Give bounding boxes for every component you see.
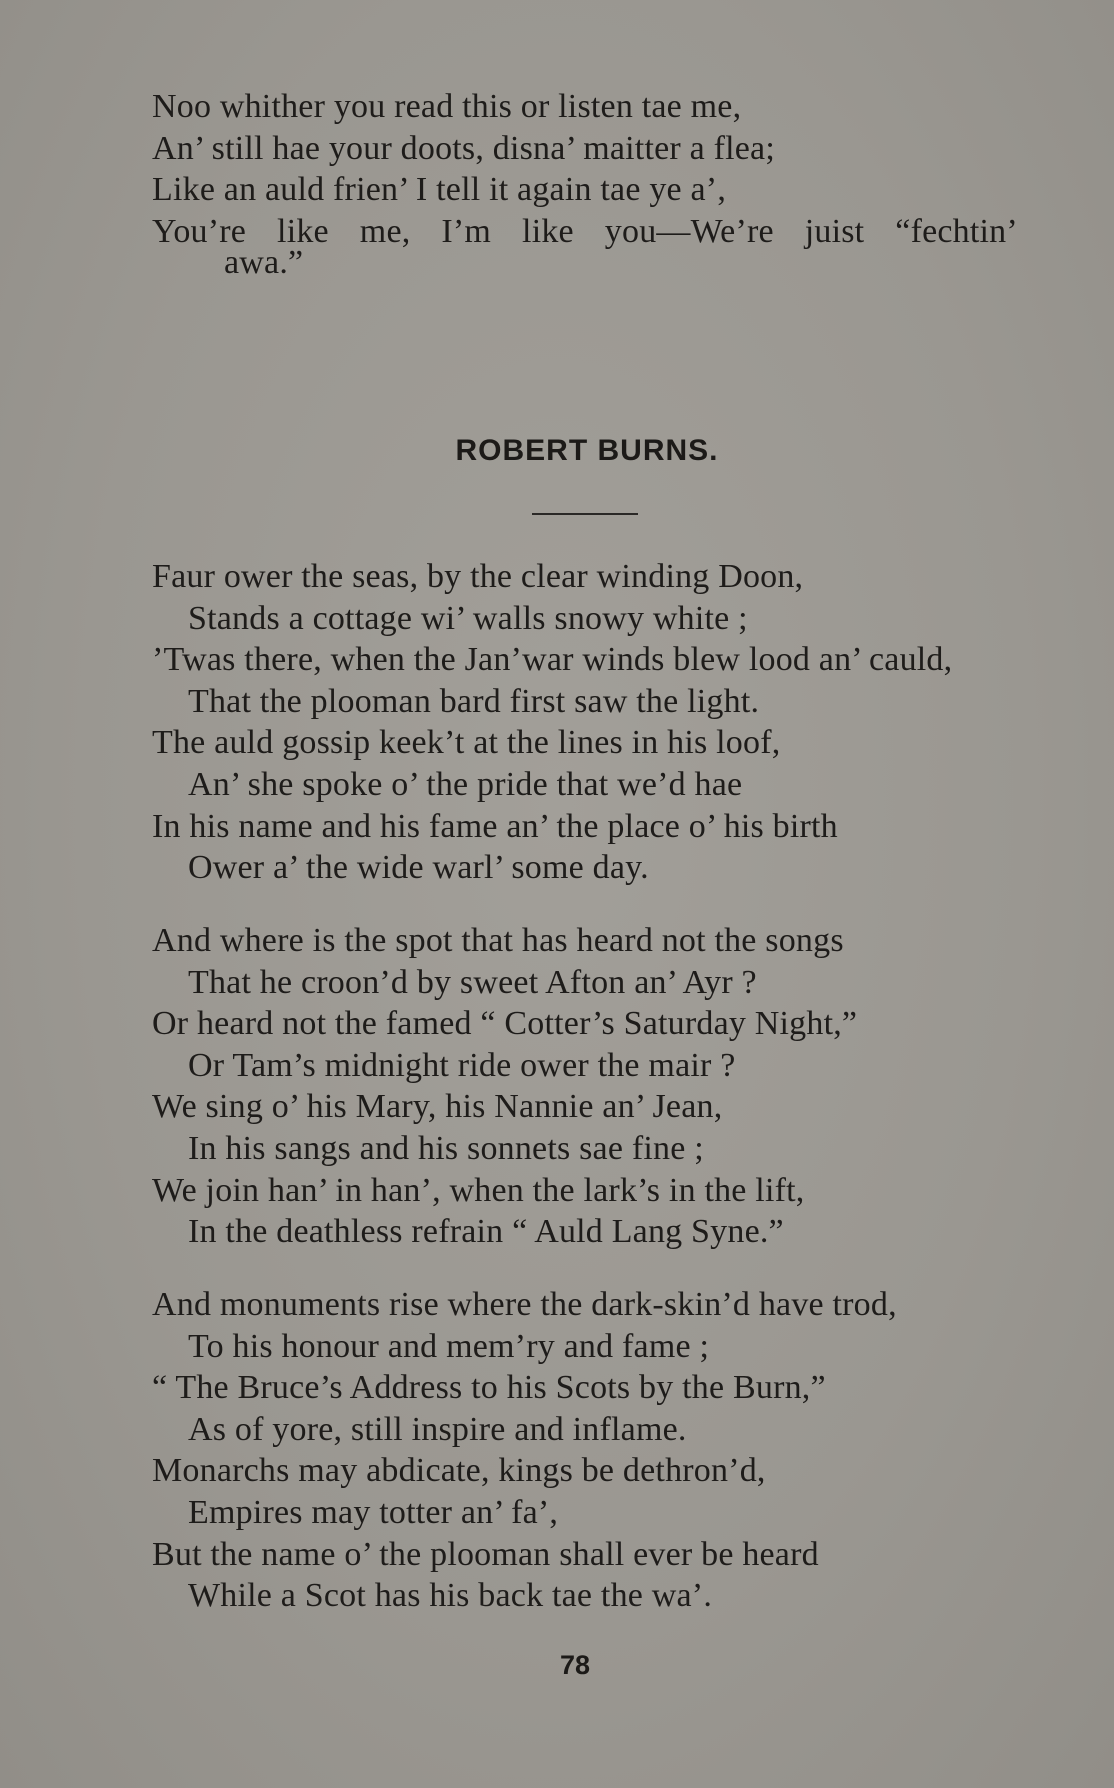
poem-word: “fechtin’ xyxy=(895,212,1018,250)
poem-line: But the name o’ the plooman shall ever be heard xyxy=(152,1535,819,1573)
poem-line: And monuments rise where the dark-skin’d have trod, xyxy=(152,1286,897,1323)
poem-line-continuation: awa.” xyxy=(224,244,304,282)
poem-line: To his honour and mem’ry and fame ; xyxy=(188,1327,710,1365)
poem-line: We sing o’ his Mary, his Nannie an’ Jean, xyxy=(152,1088,723,1126)
stanza-1 xyxy=(152,556,1032,889)
poem-line: Empires may totter an’ fa’, xyxy=(188,1493,559,1531)
poem-line: ’Twas there, when the Jan’war winds blew lood an’ cauld, xyxy=(152,641,953,679)
page-number: 78 xyxy=(559,1650,591,1680)
poem-line: Stands a cottage wi’ walls snowy white ; xyxy=(188,599,748,637)
poem-title: ROBERT BURNS. xyxy=(455,434,719,467)
poem-line: And where is the spot that has heard not the songs xyxy=(152,922,844,959)
poem-line: Monarchs may abdicate, kings be dethron’d, xyxy=(152,1452,766,1490)
poem-line: While a Scot has his back tae the wa’. xyxy=(188,1577,713,1615)
poem-line: Ower a’ the wide warl’ some day. xyxy=(188,849,649,887)
poem-line: Noo whither you read this or listen tae me, xyxy=(152,88,742,125)
title-rule xyxy=(532,513,638,515)
poem-line: In his sangs and his sonnets sae fine ; xyxy=(188,1129,704,1167)
poem-line: Or heard not the famed “ Cotter’s Saturday Night,” xyxy=(152,1005,858,1043)
poem-word: me, xyxy=(359,212,411,250)
poem-line: In the deathless refrain “ Auld Lang Syne.” xyxy=(188,1213,784,1251)
poem-line: Like an auld frien’ I tell it again tae ye a’, xyxy=(152,171,727,209)
poem-line: We join han’ in han’, when the lark’s in the lift, xyxy=(152,1171,805,1209)
poem-line: “ The Bruce’s Address to his Scots by the Burn,” xyxy=(152,1369,826,1407)
poem-line: An’ she spoke o’ the pride that we’d hae xyxy=(188,765,743,803)
poem-line: That the plooman bard first saw the light. xyxy=(188,682,760,720)
poem-line: In his name and his fame an’ the place o’ his birth xyxy=(152,807,838,845)
poem-word: like xyxy=(522,212,574,250)
stanza-2 xyxy=(152,920,1032,1253)
poem-line: Faur ower the seas, by the clear winding Doon, xyxy=(152,558,804,595)
poem-word: I’m xyxy=(441,212,492,250)
poem-line: Or Tam’s midnight ride ower the mair ? xyxy=(188,1046,736,1084)
poem-word: like xyxy=(277,212,329,250)
poem-word: you—We’re xyxy=(604,212,774,250)
stanza-3 xyxy=(152,1284,1032,1617)
poem-word: juist xyxy=(804,212,865,250)
poem-line: The auld gossip keek’t at the lines in his loof, xyxy=(152,724,781,762)
poem-line: An’ still hae your doots, disna’ maitter a flea; xyxy=(152,129,775,167)
intro-stanza xyxy=(152,86,1032,282)
poem-line: As of yore, still inspire and inflame. xyxy=(188,1410,687,1448)
poem-line: That he croon’d by sweet Afton an’ Ayr ? xyxy=(188,963,757,1001)
poem-word: You’re xyxy=(152,212,247,250)
